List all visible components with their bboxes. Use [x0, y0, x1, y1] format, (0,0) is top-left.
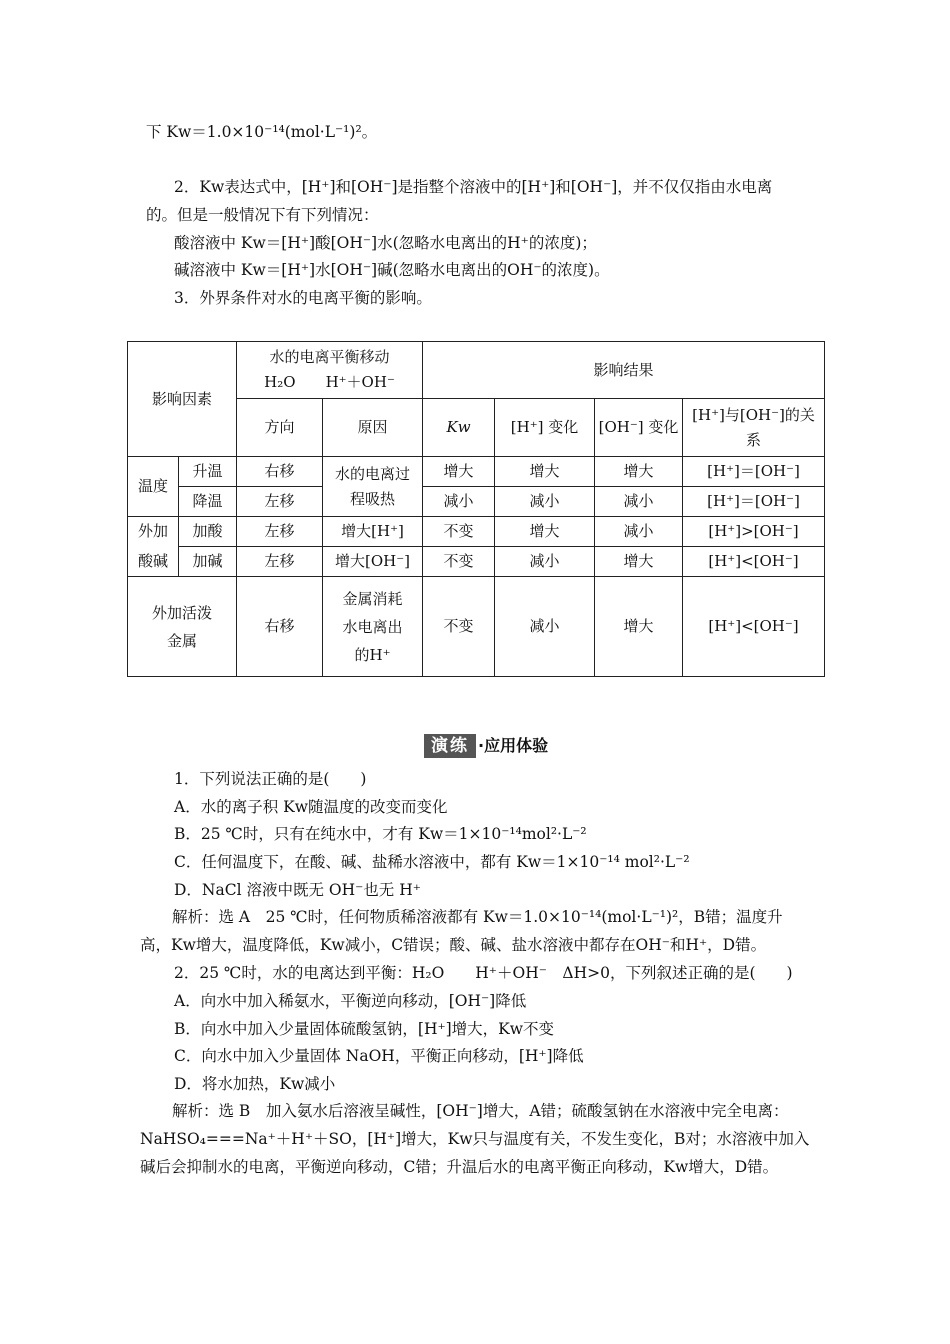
q1-stem: 1．下列说法正确的是( ) — [174, 770, 367, 788]
row-sub: 降温 — [179, 487, 237, 517]
factor-header: 影响因素 — [128, 342, 237, 457]
row-reason: 增大[OH⁻] — [323, 547, 423, 577]
table-row — [128, 577, 825, 677]
q2-option-d: D．将水加热，Kw减小 — [174, 1075, 336, 1093]
row-h: 减小 — [495, 487, 595, 517]
table-row — [128, 457, 825, 487]
point-2-line-1: 2．Kw表达式中，[H⁺]和[OH⁻]是指整个溶液中的[H⁺]和[OH⁻]，并不仅仅指由水电离 — [174, 178, 773, 196]
metal-label: 外加活泼金属 — [128, 577, 237, 677]
q1-analysis: 解析：选 A 25 ℃时，任何物质稀溶液都有 Kw＝1.0×10⁻¹⁴(mol·L⁻¹)²，B错；温度升高，Kw增大，温度降低，Kw减小，C错误；酸、碱、盐水溶液中都存在OH⁻和H⁺，D错。 — [140, 908, 783, 954]
col-kw: Kw — [423, 399, 495, 457]
row-rel: [H⁺]<[OH⁻] — [683, 547, 825, 577]
q2-stem: 2．25 ℃时，水的电离达到平衡：H₂O H⁺＋OH⁻ ΔH>0，下列叙述正确的是( ) — [174, 964, 793, 982]
q2-option-a: A．向水中加入稀氨水，平衡逆向移动，[OH⁻]降低 — [174, 992, 527, 1010]
q2-option-c: C．向水中加入少量固体 NaOH，平衡正向移动，[H⁺]降低 — [174, 1047, 584, 1065]
acidbase-label-1: 外加 — [128, 517, 179, 547]
acid-formula: 酸溶液中 Kw＝[H⁺]酸[OH⁻]水(忽略水电离出的H⁺的浓度)； — [174, 234, 597, 252]
temp-label: 温度 — [128, 457, 179, 517]
shift-header-equation: H₂O H⁺＋OH⁻ — [264, 373, 395, 391]
col-h-change: [H⁺] 变化 — [495, 399, 595, 457]
row-kw: 不变 — [423, 547, 495, 577]
row-oh: 减小 — [595, 517, 683, 547]
row-kw: 不变 — [423, 577, 495, 677]
acidbase-label-2: 酸碱 — [128, 547, 179, 577]
row-sub: 加酸 — [179, 517, 237, 547]
row-rel: [H⁺]＝[OH⁻] — [683, 457, 825, 487]
row-kw: 减小 — [423, 487, 495, 517]
base-formula: 碱溶液中 Kw＝[H⁺]水[OH⁻]碱(忽略水电离出的OH⁻的浓度)。 — [174, 261, 610, 279]
row-dir: 左移 — [237, 487, 323, 517]
metal-reason: 金属消耗水电离出的H⁺ — [323, 577, 423, 677]
row-reason: 增大[H⁺] — [323, 517, 423, 547]
influence-table — [127, 341, 825, 677]
q1-option-d: D．NaCl 溶液中既无 OH⁻也无 H⁺ — [174, 881, 421, 899]
temp-reason: 水的电离过程吸热 — [323, 457, 423, 517]
row-sub: 加碱 — [179, 547, 237, 577]
col-oh-change: [OH⁻] 变化 — [595, 399, 683, 457]
row-h: 增大 — [495, 517, 595, 547]
row-dir: 左移 — [237, 517, 323, 547]
table-row — [128, 487, 825, 517]
row-dir: 左移 — [237, 547, 323, 577]
col-direction: 方向 — [237, 399, 323, 457]
row-oh: 增大 — [595, 457, 683, 487]
point-2-line-2: 的。但是一般情况下有下列情况： — [146, 206, 379, 224]
row-oh: 增大 — [595, 577, 683, 677]
shift-header-title: 水的电离平衡移动 — [269, 348, 390, 366]
q2-option-b: B．向水中加入少量固体硫酸氢钠，[H⁺]增大，Kw不变 — [174, 1020, 555, 1038]
q1-option-a: A．水的离子积 Kw随温度的改变而变化 — [174, 798, 448, 816]
table-row — [128, 547, 825, 577]
row-h: 增大 — [495, 457, 595, 487]
row-dir: 右移 — [237, 457, 323, 487]
row-oh: 减小 — [595, 487, 683, 517]
q2-analysis: 解析：选 B 加入氨水后溶液呈碱性，[OH⁻]增大，A错；硫酸氢钠在水溶液中完全电离：NaHSO₄===Na⁺＋H⁺＋SO，[H⁺]增大，Kw只与温度有关，不发生变化，B对；水溶液中加入碱后会抑制水的电离，平衡逆向移动，C错；升温后水的电离平衡正向移动，Kw增大，D错。 — [140, 1102, 810, 1176]
row-h: 减小 — [495, 577, 595, 677]
point-3: 3．外界条件对水的电离平衡的影响。 — [174, 289, 432, 307]
table-row — [128, 517, 825, 547]
row-h: 减小 — [495, 547, 595, 577]
row-kw: 不变 — [423, 517, 495, 547]
q1-option-b: B．25 ℃时，只有在纯水中，才有 Kw＝1×10⁻¹⁴mol²·L⁻² — [174, 825, 587, 843]
row-rel: [H⁺]＝[OH⁻] — [683, 487, 825, 517]
row-rel: [H⁺]<[OH⁻] — [683, 577, 825, 677]
section-title: ·应用体验 — [478, 736, 549, 755]
row-dir: 右移 — [237, 577, 323, 677]
row-oh: 增大 — [595, 547, 683, 577]
row-sub: 升温 — [179, 457, 237, 487]
col-relation: [H⁺]与[OH⁻]的关系 — [683, 399, 825, 457]
row-rel: [H⁺]>[OH⁻] — [683, 517, 825, 547]
section-badge: 演练 — [424, 734, 476, 758]
col-reason: 原因 — [323, 399, 423, 457]
q1-option-c: C．任何温度下，在酸、碱、盐稀水溶液中，都有 Kw＝1×10⁻¹⁴ mol²·L⁻² — [174, 853, 690, 871]
result-header: 影响结果 — [423, 342, 825, 399]
shift-header — [237, 342, 423, 399]
intro-line-1: 下 Kw＝1.0×10⁻¹⁴(mol·L⁻¹)²。 — [146, 123, 378, 141]
row-kw: 增大 — [423, 457, 495, 487]
